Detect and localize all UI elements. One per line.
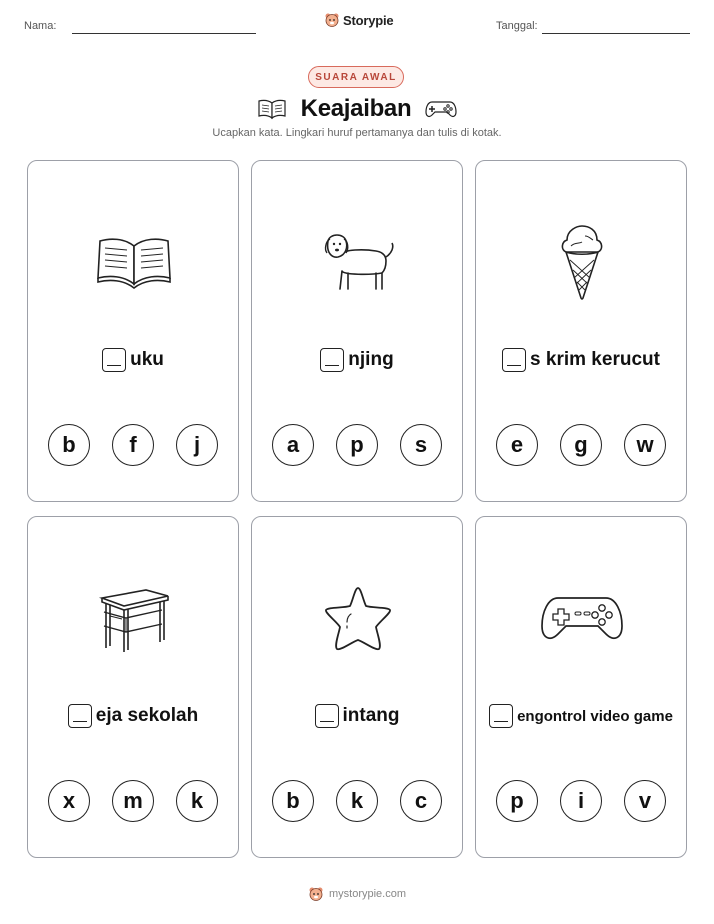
brand-name: Storypie [343, 12, 394, 28]
answer-box[interactable] [68, 704, 92, 728]
bear-mascot-icon [308, 886, 324, 902]
letter-choice[interactable]: c [400, 780, 442, 822]
word-row [28, 348, 238, 372]
date-field[interactable] [542, 33, 690, 34]
letter-choices [48, 424, 218, 466]
word-card-2 [251, 160, 463, 502]
answer-box[interactable] [102, 348, 126, 372]
letter-choice[interactable]: b [272, 780, 314, 822]
worksheet-header [0, 0, 714, 50]
ice-cream-cone-icon [532, 219, 632, 305]
page-title: Keajaiban [300, 95, 412, 122]
letter-choice[interactable]: v [624, 780, 666, 822]
word-ending: uku [130, 349, 164, 370]
name-field[interactable] [72, 33, 256, 34]
word-row [252, 348, 462, 372]
game-controller-icon [425, 98, 457, 120]
brand-logo [324, 12, 393, 28]
category-badge: SUARA AWAL [308, 66, 404, 88]
letter-choice[interactable]: p [336, 424, 378, 466]
letter-choice[interactable]: f [112, 424, 154, 466]
word-row [476, 348, 686, 372]
word-card-5 [251, 516, 463, 858]
word-row [28, 704, 238, 728]
letter-choice[interactable]: e [496, 424, 538, 466]
letter-choice[interactable]: i [560, 780, 602, 822]
word-ending: engontrol video game [517, 707, 673, 725]
answer-box[interactable] [489, 704, 513, 728]
answer-box[interactable] [315, 704, 339, 728]
instructions: Ucapkan kata. Lingkari huruf pertamanya dan tulis di kotak. [212, 127, 502, 139]
letter-choice[interactable]: j [176, 424, 218, 466]
letter-choices [496, 780, 666, 822]
open-book-icon [257, 98, 287, 120]
dog-icon [308, 219, 408, 305]
letter-choices [496, 424, 666, 466]
bear-mascot-icon [324, 12, 340, 28]
date-label: Tanggal: [496, 20, 538, 32]
word-row [476, 704, 686, 728]
word-card-1 [27, 160, 239, 502]
letter-choices [48, 780, 218, 822]
footer-url[interactable]: mystorypie.com [328, 888, 407, 900]
name-label: Nama: [24, 20, 57, 32]
letter-choice[interactable]: k [336, 780, 378, 822]
letter-choice[interactable]: w [624, 424, 666, 466]
word-ending: eja sekolah [95, 705, 199, 726]
word-row [252, 704, 462, 728]
word-card-4 [27, 516, 239, 858]
letter-choice[interactable]: s [400, 424, 442, 466]
word-card-6 [475, 516, 687, 858]
letter-choice[interactable]: a [272, 424, 314, 466]
answer-box[interactable] [320, 348, 344, 372]
word-ending: s krim kerucut [530, 349, 660, 370]
book-icon [84, 219, 184, 305]
letter-choice[interactable]: x [48, 780, 90, 822]
star-icon [308, 575, 408, 661]
footer [0, 886, 714, 902]
letter-choice[interactable]: b [48, 424, 90, 466]
word-ending: intang [342, 705, 400, 726]
word-card-3 [475, 160, 687, 502]
answer-box[interactable] [502, 348, 526, 372]
letter-choices [272, 780, 442, 822]
letter-choice[interactable]: k [176, 780, 218, 822]
letter-choices [272, 424, 442, 466]
word-ending: njing [348, 349, 394, 370]
title-row [0, 92, 714, 126]
letter-choice[interactable]: p [496, 780, 538, 822]
letter-choice[interactable]: g [560, 424, 602, 466]
game-controller-icon [532, 575, 632, 661]
letter-choice[interactable]: m [112, 780, 154, 822]
school-desk-icon [84, 575, 184, 661]
